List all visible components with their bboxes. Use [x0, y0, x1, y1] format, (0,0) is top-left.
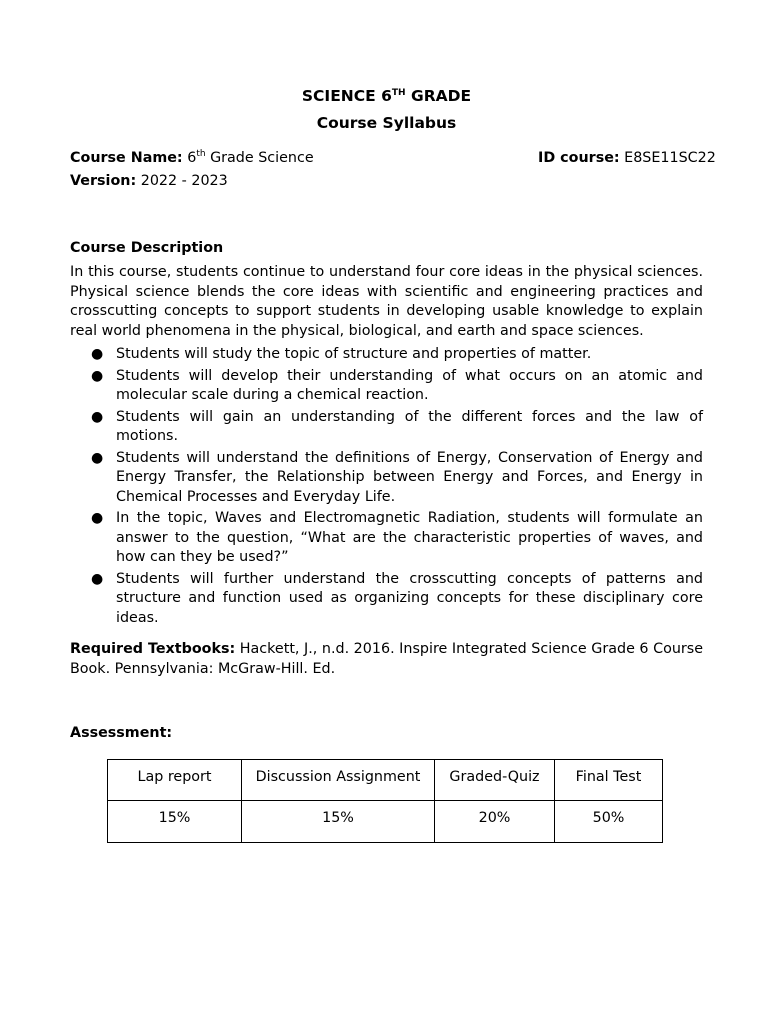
table-cell: 20% [435, 801, 555, 843]
table-header-cell: Lap report [108, 760, 242, 801]
table-cell: 15% [108, 801, 242, 843]
list-item: ● Students will understand the definitions of Energy, Conservation of Energy and Energy Transfer, the Relationship between Energy and Forces, and Energy in Chemical Processes and Everyday Life. [91, 449, 703, 505]
table-header-cell: Final Test [555, 760, 663, 801]
course-description-heading: Course Description [70, 240, 224, 256]
list-item: ● Students will develop their understanding of what occurs on an atomic and molecular scale during a chemical reaction. [91, 367, 703, 403]
list-item: ● Students will further understand the crosscutting concepts of patterns and structure and function used as organizing concepts for these disciplinary core ideas. [91, 570, 703, 626]
syllabus-page [70, 0, 716, 1024]
page-title: SCIENCE 6TH GRADE [301, 87, 472, 105]
table-header-cell: Discussion Assignment [242, 760, 435, 801]
list-item: ● Students will gain an understanding of the different forces and the law of motions. [91, 408, 703, 444]
page-subtitle: Course Syllabus [316, 114, 457, 132]
list-item: ● Students will study the topic of structure and properties of matter. [70, 345, 703, 365]
table-header-cell: Graded-Quiz [435, 760, 555, 801]
bullet-icon: ● [91, 346, 104, 362]
bullet-icon: ● [91, 449, 104, 466]
table-row [108, 801, 663, 843]
course-id: ID course: E8SE11SC22 [538, 150, 716, 166]
objectives-list [70, 345, 703, 630]
bullet-icon: ● [91, 510, 104, 526]
bullet-icon: ● [91, 570, 104, 587]
bullet-icon: ● [91, 408, 104, 425]
assessment-table [107, 759, 663, 843]
course-name: Course Name: 6th Grade Science [70, 149, 314, 166]
table-header-row [108, 760, 663, 801]
table-cell: 15% [242, 801, 435, 843]
bullet-icon: ● [91, 367, 104, 384]
course-description-text: In this course, students continue to understand four core ideas in the physical sciences. Physical science blends the core ideas with scientific and engineering practices and crosscutting concepts to support students in developing usable knowledge to explain real world phenomena in the physical, biological, and earth and space sciences. [70, 264, 703, 339]
list-item: ● In the topic, Waves and Electromagnetic Radiation, students will formulate an answer to the question, “What are the characteristic properties of waves, and how can they be used?” [91, 510, 703, 565]
assessment-heading: Assessment: [70, 725, 173, 741]
course-version: Version: 2022 - 2023 [70, 173, 228, 189]
required-textbooks: Required Textbooks: Hackett, J., n.d. 2016. Inspire Integrated Science Grade 6 Course Book. Pennsylvania: McGraw-Hill. Ed. [70, 641, 703, 677]
table-cell: 50% [555, 801, 663, 843]
